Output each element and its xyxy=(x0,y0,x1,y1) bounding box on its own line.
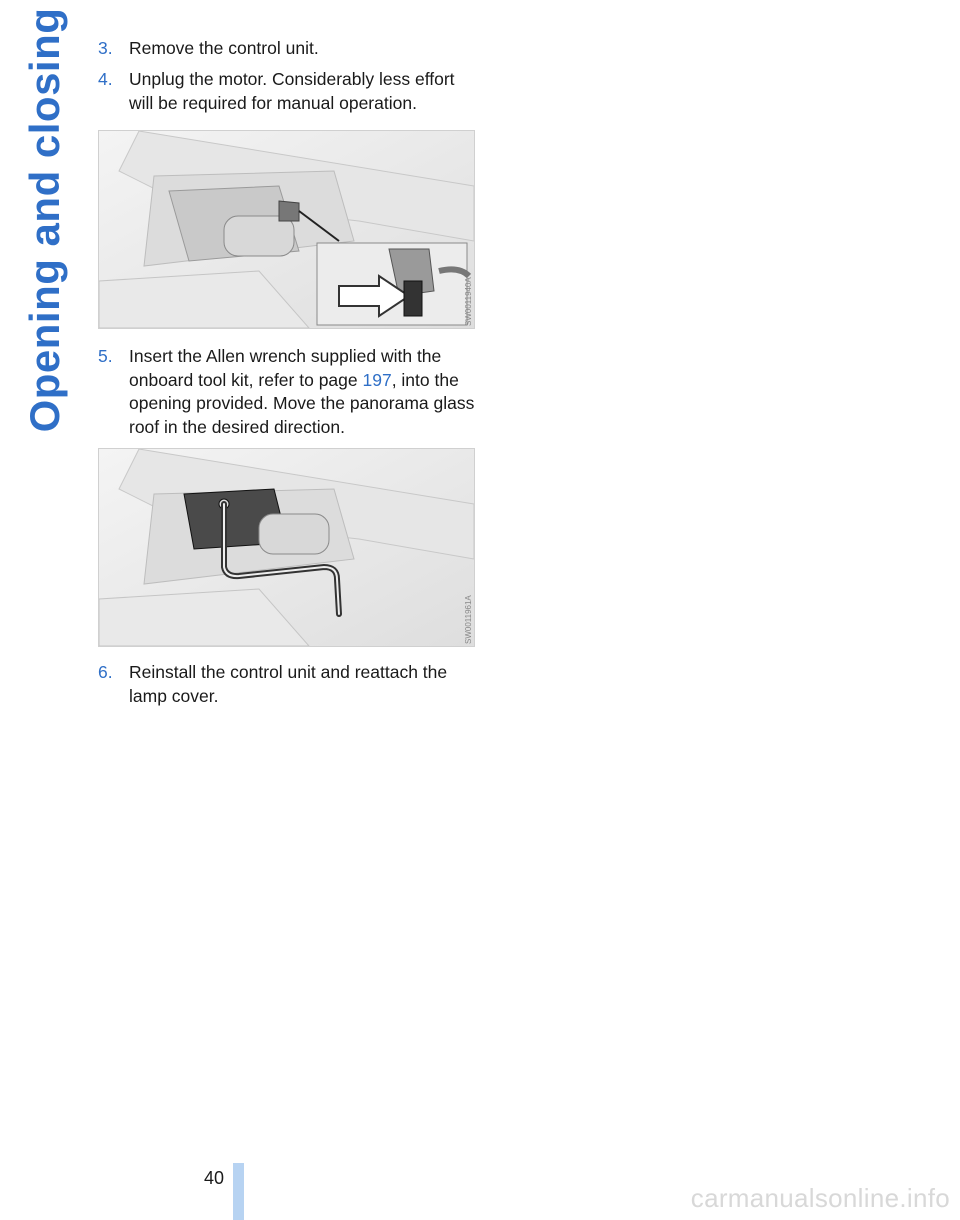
step-5 xyxy=(98,345,478,439)
step-text: Reinstall the control unit and reattach the lamp cover. xyxy=(129,662,448,706)
allen-wrench-illustration xyxy=(99,449,474,646)
step-text: Remove the control unit. xyxy=(129,38,319,58)
watermark: carmanualsonline.info xyxy=(690,1183,950,1213)
figure-unplug-motor xyxy=(98,130,475,329)
step-3 xyxy=(98,37,478,61)
step-number: 3. xyxy=(98,38,113,58)
step-text: Unplug the motor. Considerably less effort will be required for manual operation. xyxy=(129,69,455,113)
motor-connector-illustration xyxy=(99,131,474,328)
step-text-part: Insert the Allen wrench supplied with the onboard tool kit, refer to page xyxy=(129,346,442,390)
page-number: 40 xyxy=(203,1168,224,1188)
step-6 xyxy=(98,661,478,708)
step-number: 6. xyxy=(98,662,113,682)
figure-code: SW0011940A xyxy=(464,277,473,326)
step-number: 4. xyxy=(98,69,113,89)
step-text-part: , into the opening provided. Move the panorama glass roof in the desired direction. xyxy=(129,369,475,437)
section-title xyxy=(21,7,68,433)
section-title-text: Opening and closing xyxy=(21,7,68,433)
page-reference-link[interactable]: 197 xyxy=(362,369,392,390)
page-marker-bar xyxy=(233,1163,244,1220)
step-number: 5. xyxy=(98,346,113,366)
step-text xyxy=(129,345,478,439)
figure-code: SW0011961A xyxy=(464,595,473,644)
figure-allen-wrench xyxy=(98,448,475,647)
step-4 xyxy=(98,68,478,115)
